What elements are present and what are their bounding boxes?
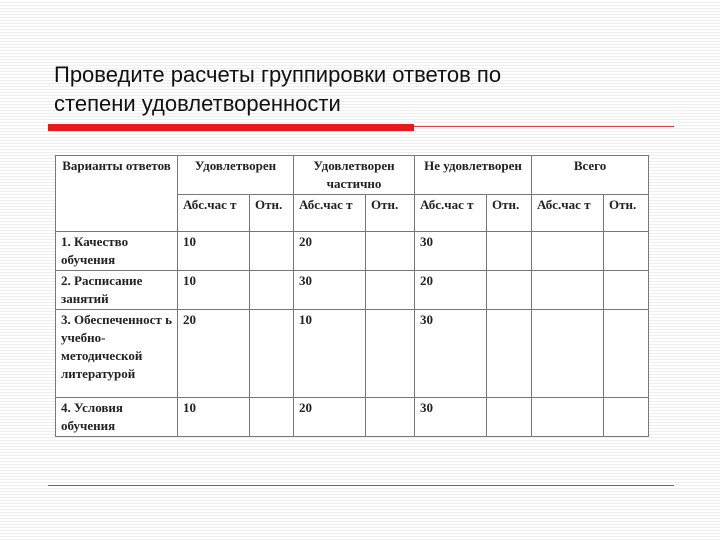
subheader-rel: Отн.: [604, 195, 649, 232]
subheader-abs: Абс.час т: [294, 195, 366, 232]
cell-unsatisfied-abs: 30: [415, 232, 487, 271]
cell-partial-abs: 30: [294, 271, 366, 310]
subheader-rel: Отн.: [250, 195, 294, 232]
subheader-rel: Отн.: [366, 195, 415, 232]
cell-total-rel: [604, 232, 649, 271]
table-row: [56, 310, 649, 398]
header-group-partial: Удовлетворен частично: [294, 156, 415, 195]
cell-total-rel: [604, 398, 649, 437]
cell-total-abs: [532, 398, 604, 437]
cell-satisfied-abs: 10: [178, 232, 250, 271]
header-group-unsatisfied: Не удовлетворен: [415, 156, 532, 195]
cell-partial-abs: 20: [294, 232, 366, 271]
cell-unsatisfied-rel: [487, 398, 532, 437]
cell-satisfied-abs: 10: [178, 271, 250, 310]
cell-unsatisfied-rel: [487, 310, 532, 398]
cell-satisfied-rel: [250, 398, 294, 437]
slide-title: [54, 60, 654, 118]
row-label: 1. Качество обучения: [56, 232, 178, 271]
survey-table: [55, 155, 649, 437]
cell-partial-abs: 10: [294, 310, 366, 398]
cell-satisfied-abs: 20: [178, 310, 250, 398]
cell-partial-abs: 20: [294, 398, 366, 437]
cell-satisfied-rel: [250, 271, 294, 310]
table-row: [56, 271, 649, 310]
cell-satisfied-rel: [250, 310, 294, 398]
row-label: 4. Условия обучения: [56, 398, 178, 437]
cell-total-abs: [532, 310, 604, 398]
cell-total-rel: [604, 310, 649, 398]
cell-unsatisfied-abs: 30: [415, 310, 487, 398]
header-group-satisfied: Удовлетворен: [178, 156, 294, 195]
cell-total-abs: [532, 232, 604, 271]
subheader-abs: Абс.час т: [532, 195, 604, 232]
title-accent-bar: [48, 124, 414, 131]
table-header-row: [56, 156, 649, 195]
cell-unsatisfied-abs: 30: [415, 398, 487, 437]
title-divider-line: [414, 126, 674, 127]
cell-satisfied-abs: 10: [178, 398, 250, 437]
cell-unsatisfied-rel: [487, 232, 532, 271]
slide-title-line-2: степени удовлетворенности: [54, 91, 341, 116]
cell-partial-rel: [366, 271, 415, 310]
cell-partial-rel: [366, 310, 415, 398]
cell-partial-rel: [366, 232, 415, 271]
header-group-total: Всего: [532, 156, 649, 195]
table-row: [56, 232, 649, 271]
footer-divider-line: [48, 485, 674, 486]
cell-satisfied-rel: [250, 232, 294, 271]
cell-total-rel: [604, 271, 649, 310]
subheader-abs: Абс.час т: [415, 195, 487, 232]
cell-unsatisfied-rel: [487, 271, 532, 310]
cell-partial-rel: [366, 398, 415, 437]
cell-total-abs: [532, 271, 604, 310]
subheader-rel: Отн.: [487, 195, 532, 232]
header-variants: Варианты ответов: [56, 156, 178, 232]
subheader-abs: Абс.час т: [178, 195, 250, 232]
row-label: 3. Обеспеченност ь учебно-методической литературой: [56, 310, 178, 398]
row-label: 2. Расписание занятий: [56, 271, 178, 310]
cell-unsatisfied-abs: 20: [415, 271, 487, 310]
table-row: [56, 398, 649, 437]
slide-title-line-1: Проведите расчеты группировки ответов по: [54, 62, 502, 87]
